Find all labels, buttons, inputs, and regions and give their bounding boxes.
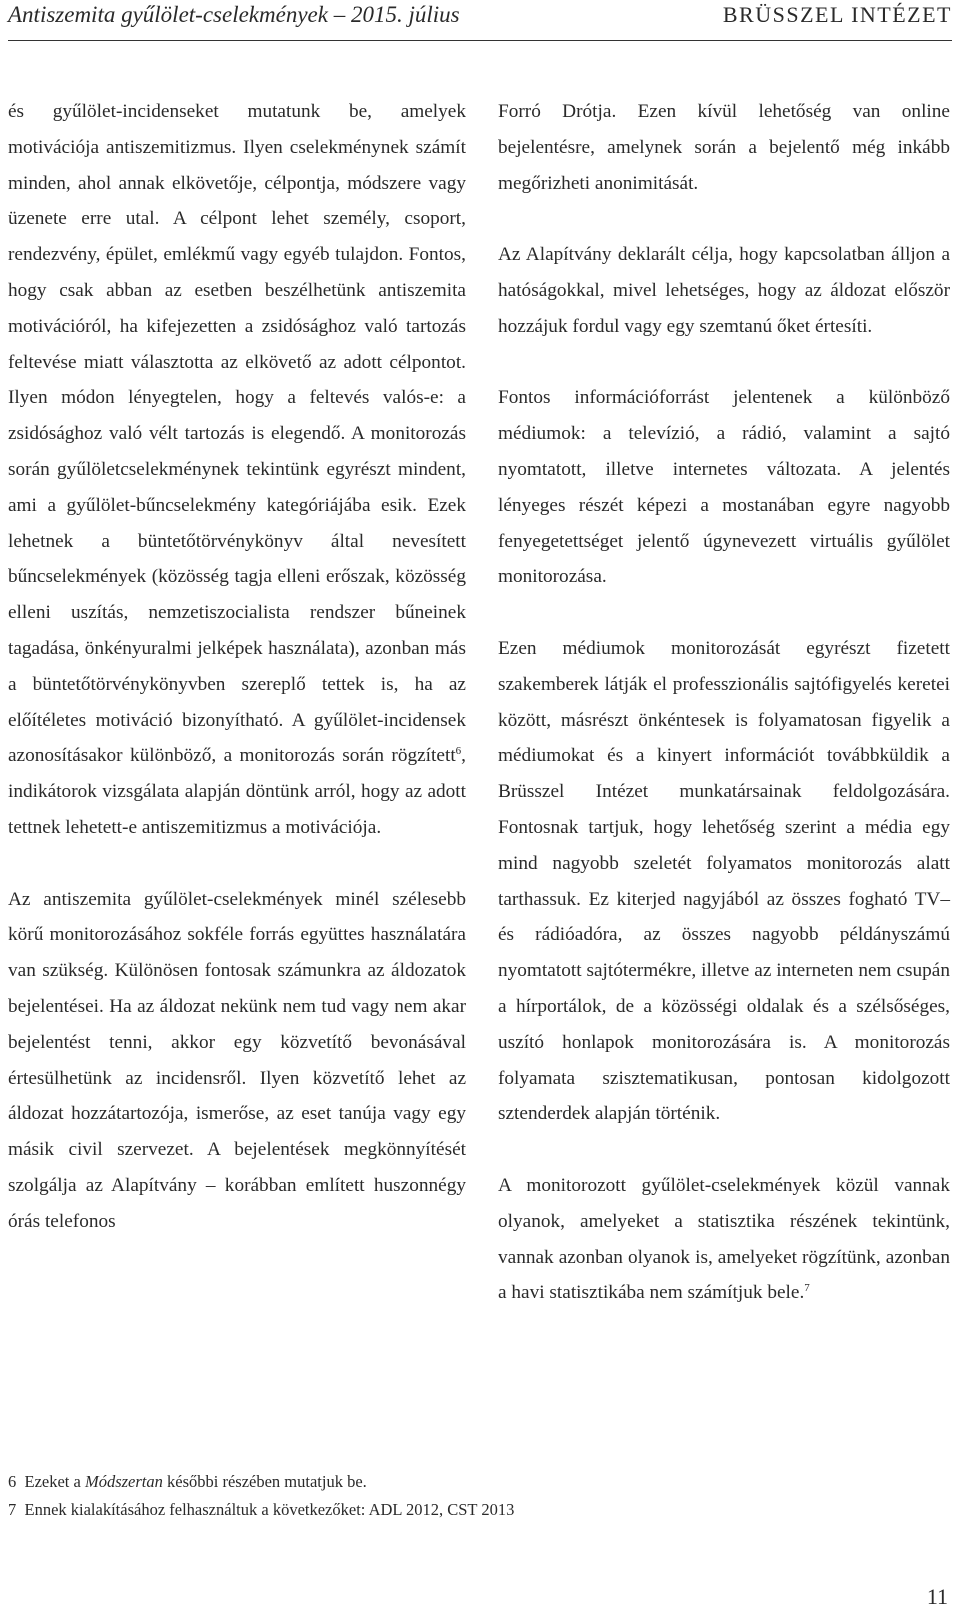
page-number: 11 — [926, 1584, 948, 1609]
header-publisher: BRÜSSZEL INTÉZET — [722, 2, 952, 27]
paragraph: Az antiszemita gyűlölet-cselekmények minél szélesebb körű monitorozásához sokféle forrás együttes használatára van szükség. Különösen fontosak számunkra az áldozatok bejelentései. Ha az áldozat nekünk nem tud vagy nem akar bejelentést tenni, akkor egy közvetítő bevonásával értesülhetünk az incidensről. Ilyen közvetítő lehet az áldozat hozzátartozója, ismerőse, az eset tanúja vagy egy másik civil szervezet. A bejelentések megkönnyítését szolgálja az Alapítvány – korábban említett huszonnégy órás telefonos — [8, 888, 466, 1232]
paragraph: A monitorozott gyűlölet-cselekmények közül vannak olyanok, amelyeket a statisztika részének tekintünk, vannak azonban olyanok is, amelyeket rögzítünk, azonban a havi statisztikába nem számítjuk bele.$^7$ — [498, 1174, 950, 1304]
paragraph: Ezen médiumok monitorozását egyrészt fizetett szakemberek látják el professzionális sajtófigyelés keretei között, másrészt önkéntesek is folyamatosan figyelik a médiumokat és a kinyert információt továbbküldik a Brüsszel Intézet munkatársainak feldolgozására. Fontosnak tartjuk, hogy lehetőség szerint a média egy mind nagyobb szeletét folyamatos monitorozás alatt tarthassuk. Ez kiterjed nagyjából az összes fogható TV– és rádióadóra, az összes nagyobb példányszámú nyomtatott sajtótermékre, illetve az interneten nem csupán a hírportálok, de a közösségi oldalak és a szélsőséges, uszító honlapok monitorozására is. A monitorozás folyamata szisztematikusan, pontosan kidolgozott sztenderdek alapján történik. — [498, 637, 950, 1125]
header-title: Antiszemita gyűlölet-cselekmények – 2015. július — [8, 2, 460, 27]
paragraph: Fontos információforrást jelentenek a különböző médiumok: a televízió, a rádió, valamint a sajtó nyomtatott, illetve internetes változata. A jelentés lényeges részét képezi a mostanában egyre nagyobb fenyegetettséget jelentő úgynevezett virtuális gyűlölet monitorozása. — [498, 387, 950, 588]
footnote: 7 Ennek kialakításához felhasználtuk a következőket: ADL 2012, CST 2013 — [8, 1500, 515, 1519]
running-header — [8, 0, 952, 41]
paragraph: Az Alapítvány deklarált célja, hogy kapcsolatban álljon a hatóságokkal, mivel lehetséges, hogy az áldozat először hozzájuk fordul vagy egy szemtanú őket értesíti. — [498, 244, 950, 337]
footnotes — [8, 1468, 514, 1524]
footnote-ref-7[interactable]: 7 — [804, 1282, 810, 1295]
paragraph: és gyűlölet-incidenseket mutatunk be, amelyek motivációja antiszemitizmus. Ilyen cselekménynek számít minden, ahol annak elkövetője, célpontja, módszere vagy üzenete erre utal. A célpont lehet személy, csoport, rendezvény, épület, emlékmű vagy egyéb tulajdon. Fontos, hogy csak abban az esetben beszélhetünk antiszemita motivációról, ha kifejezetten a zsidósághoz való tartozás feltevése miatt választotta az elkövető az adott célpontot. Ilyen módon lényegtelen, hogy a feltevés valós-e: a zsidósághoz való vélt tartozás is elegendő. A monitorozás során gyűlöletcselekménynek tekintünk egyrészt mindent, ami a gyűlölet-bűncselekmény kategóriájába esik. Ezek lehetnek a büntetőtörvénykönyv által nevesített bűncselekmények (közösség tagja elleni erőszak, közösség elleni uszítás, nemzetiszocialista rendszer bűneinek tagadása, önkényuralmi jelképek használata), azonban más a büntetőtörvénykönyvben szereplő tettek is, ha az előítéletes motiváció bizonyítható. A gyűlölet-incidensek azonosításakor különböző, a monitorozás során rögzített$^6$, indikátorok vizsgálata alapján döntünk arról, hogy az adott tettnek lehetett-e antiszemitizmus a motivációja. — [8, 101, 466, 838]
footnote-number: 6 — [8, 1472, 17, 1491]
footnote-number: 7 — [8, 1500, 17, 1519]
footnote-ref-6[interactable]: 6 — [455, 745, 462, 758]
right-column — [498, 94, 950, 1311]
paragraph: Forró Drótja. Ezen kívül lehetőség van online bejelentésre, amelynek során a bejelentő még inkább megőrizheti anonimitását. — [498, 101, 950, 194]
footnote: 6 Ezeket a Módszertan későbbi részében mutatjuk be. — [8, 1472, 367, 1491]
left-column — [8, 94, 466, 1240]
